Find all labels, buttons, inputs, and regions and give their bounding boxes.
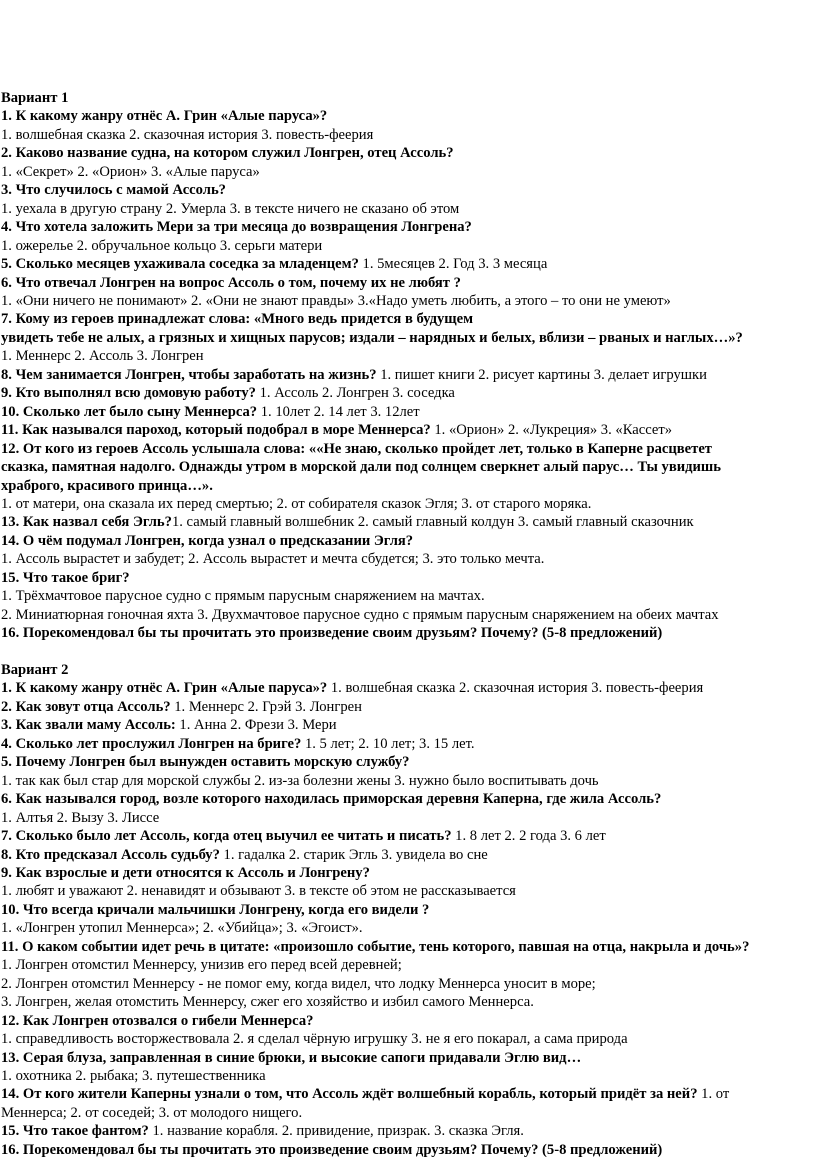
answer-options: 1. гадалка 2. старик Эгль 3. увидела во сне xyxy=(219,846,488,863)
question-text: сказка, памятная надолго. Однажды утром в морской дали под солнцем сверкнет алый парус… Ты увидишь xyxy=(1,459,721,476)
question-text: 3. Как звали маму Ассоль: xyxy=(1,717,176,734)
question-text: 5. Почему Лонгрен был вынужден оставить морскую службу? xyxy=(1,754,410,771)
variant1-line xyxy=(1,274,810,292)
variant2-line xyxy=(1,753,810,771)
answer-options: 1. волшебная сказка 2. сказочная история 3. повесть-феерия xyxy=(1,126,374,143)
variant1-line xyxy=(1,329,810,347)
question-text: 7. Сколько было лет Ассоль, когда отец выучил ее читать и писать? xyxy=(1,828,452,845)
answer-options: 1. Анна 2. Фрези 3. Мери xyxy=(175,717,337,734)
answer-options: 1. уехала в другую страну 2. Умерла 3. в тексте ничего не сказано об этом xyxy=(1,200,460,217)
variant1-line xyxy=(1,384,810,402)
question-text: 1. К какому жанру отнёс А. Грин «Алые паруса»? xyxy=(1,680,328,697)
question-text: 16. Порекомендовал бы ты прочитать это произведение своим друзьям? Почему? (5-8 предложений) xyxy=(1,625,663,642)
question-text: 12. Как Лонгрен отозвался о гибели Меннерса? xyxy=(1,1012,314,1029)
question-text: храброго, красивого принца…». xyxy=(1,477,213,494)
variant2-line xyxy=(1,1049,810,1067)
variant2-line xyxy=(1,698,810,716)
question-text: 2. Каково название судна, на котором служил Лонгрен, отец Ассоль? xyxy=(1,145,454,162)
variant1-line xyxy=(1,550,810,568)
variant1-line xyxy=(1,237,810,255)
variant1-line xyxy=(1,403,810,421)
question-text: 12. От кого из героев Ассоль услышала слова: ««Не знаю, сколько пройдет лет, только в Каперне расцветет xyxy=(1,440,712,457)
question-text: 14. О чём подумал Лонгрен, когда узнал о предсказании Эгля? xyxy=(1,532,414,549)
variant-1-questions xyxy=(1,107,810,642)
variant2-line xyxy=(1,901,810,919)
variant1-line xyxy=(1,126,810,144)
variant2-line xyxy=(1,1067,810,1085)
variant2-line xyxy=(1,919,810,937)
question-text: 6. Что отвечал Лонгрен на вопрос Ассоль о том, почему их не любят ? xyxy=(1,274,461,291)
variant2-line xyxy=(1,846,810,864)
variant1-line xyxy=(1,200,810,218)
variant1-line xyxy=(1,292,810,310)
variant1-line xyxy=(1,163,810,181)
answer-options: 1. название корабля. 2. привидение, призрак. 3. сказка Эгля. xyxy=(148,1123,524,1140)
answer-options: 1. Лонгрен отомстил Меннерсу, унизив его перед всей деревней; xyxy=(1,957,402,974)
variant2-line xyxy=(1,1104,810,1122)
answer-options: 1. самый главный волшебник 2. самый главный колдун 3. самый главный сказочник xyxy=(171,514,694,531)
answer-options: 1. Меннерс 2. Грэй 3. Лонгрен xyxy=(170,698,362,715)
variant-2-heading: Вариант 2 xyxy=(1,662,69,679)
variant2-line xyxy=(1,956,810,974)
variant2-line xyxy=(1,993,810,1011)
variant1-line xyxy=(1,532,810,550)
question-text: 15. Что такое фантом? xyxy=(1,1123,149,1140)
question-text: 8. Чем занимается Лонгрен, чтобы заработать на жизнь? xyxy=(1,366,377,383)
variant2-line xyxy=(1,882,810,900)
variant1-line xyxy=(1,624,810,642)
answer-options: 1. 5месяцев 2. Год 3. 3 месяца xyxy=(358,256,548,273)
variant2-line xyxy=(1,1085,810,1103)
variant2-line xyxy=(1,716,810,734)
answer-options: 1. Ассоль вырастет и забудет; 2. Ассоль вырастет и мечта сбудется; 3. это только мечта. xyxy=(1,551,545,568)
question-text: 6. Как назывался город, возле которого находилась приморская деревня Каперна, где жила Ассоль? xyxy=(1,791,662,808)
answer-options: 2. Миниатюрная гоночная яхта 3. Двухмачтовое парусное судно с прямым парусным снаряжением на обеих мачтах xyxy=(1,606,719,623)
answer-options: 1. 5 лет; 2. 10 лет; 3. 15 лет. xyxy=(301,735,475,752)
answer-options: 1. справедливость восторжествовала 2. я сделал чёрную игрушку 3. не я его покарал, а сама природа xyxy=(1,1031,628,1048)
variant1-line xyxy=(1,144,810,162)
variant2-line xyxy=(1,679,810,697)
question-text: 11. О каком событии идет речь в цитате: «произошло событие, тень которого, павшая на отца, накрыла и дочь»? xyxy=(1,938,750,955)
answer-options: 1. любят и уважают 2. ненавидят и обзывают 3. в тексте об этом не рассказывается xyxy=(1,883,516,900)
question-text: 8. Кто предсказал Ассоль судьбу? xyxy=(1,846,220,863)
answer-options: 3. Лонгрен, желая отомстить Меннерсу, сжег его хозяйство и избил самого Меннерса. xyxy=(1,994,534,1011)
variant1-line xyxy=(1,181,810,199)
variant2-line xyxy=(1,809,810,827)
variant2-line xyxy=(1,1030,810,1048)
answer-options: 1. так как был стар для морской службы 2. из-за болезни жены 3. нужно было воспитывать дочь xyxy=(1,772,599,789)
question-text: 2. Как зовут отца Ассоль? xyxy=(1,698,171,715)
answer-options: 2. Лонгрен отомстил Меннерсу - не помог ему, когда видел, что лодку Меннерса уносит в море; xyxy=(1,975,596,992)
question-text: 7. Кому из героев принадлежат слова: «Много ведь придется в будущем xyxy=(1,311,474,328)
answer-options: 1. «Орион» 2. «Лукреция» 3. «Кассет» xyxy=(430,422,672,439)
question-text: 10. Сколько лет было сыну Меннерса? xyxy=(1,403,258,420)
variant1-line xyxy=(1,477,810,495)
variant-1-heading: Вариант 1 xyxy=(1,90,69,106)
answer-options: 1. Алтья 2. Вызу 3. Лиссе xyxy=(1,809,160,826)
question-text: 9. Как взрослые и дети относятся к Ассоль и Лонгрену? xyxy=(1,865,370,882)
question-text: 10. Что всегда кричали мальчишки Лонгрену, когда его видели ? xyxy=(1,901,430,918)
variant-2-questions xyxy=(1,679,810,1159)
variant1-line xyxy=(1,255,810,273)
variant1-line xyxy=(1,458,810,476)
question-text: увидеть тебе не алых, а грязных и хищных парусов; издали – нарядных и белых, вблизи – рваных и наглых…»? xyxy=(1,329,743,346)
variant2-line xyxy=(1,1141,810,1159)
answer-options: 1. Ассоль 2. Лонгрен 3. соседка xyxy=(255,385,455,402)
answer-options: 1. ожерелье 2. обручальное кольцо 3. серьги матери xyxy=(1,237,323,254)
variant1-line xyxy=(1,310,810,328)
variant1-line xyxy=(1,495,810,513)
question-text: 1. К какому жанру отнёс А. Грин «Алые паруса»? xyxy=(1,108,328,125)
variant1-line xyxy=(1,569,810,587)
answer-options: 1. «Они ничего не понимают» 2. «Они не знают правды» 3.«Надо уметь любить, а этого – то они не умеют» xyxy=(1,292,671,309)
question-text: 13. Как назвал себя Эгль? xyxy=(1,514,172,531)
answer-options: 1. охотника 2. рыбака; 3. путешественника xyxy=(1,1068,266,1084)
answer-options: 1. волшебная сказка 2. сказочная история 3. повесть-феерия xyxy=(327,680,704,697)
section-gap xyxy=(1,643,810,661)
variant1-line xyxy=(1,587,810,605)
answer-options: 1. «Секрет» 2. «Орион» 3. «Алые паруса» xyxy=(1,163,260,180)
question-text: 11. Как назывался пароход, который подобрал в море Меннерса? xyxy=(1,422,431,439)
variant2-line xyxy=(1,772,810,790)
variant2-line xyxy=(1,938,810,956)
answer-options: 1. Меннерс 2. Ассоль 3. Лонгрен xyxy=(1,348,204,365)
variant2-line xyxy=(1,735,810,753)
question-text: 9. Кто выполнял всю домовую работу? xyxy=(1,385,256,402)
variant2-line xyxy=(1,1122,810,1140)
question-text: 16. Порекомендовал бы ты прочитать это произведение своим друзьям? Почему? (5-8 предложений) xyxy=(1,1141,663,1158)
answer-options: 1. Трёхмачтовое парусное судно с прямым парусным снаряжением на мачтах. xyxy=(1,588,485,605)
variant1-line xyxy=(1,366,810,384)
variant1-line xyxy=(1,606,810,624)
variant2-line xyxy=(1,864,810,882)
answer-options: 1. от xyxy=(697,1086,730,1103)
variant1-line xyxy=(1,347,810,365)
answer-options: 1. 10лет 2. 14 лет 3. 12лет xyxy=(257,403,420,420)
question-text: 4. Что хотела заложить Мери за три месяца до возвращения Лонгрена? xyxy=(1,219,472,236)
answer-options: 1. пишет книги 2. рисует картины 3. делает игрушки xyxy=(376,366,707,383)
answer-options: Меннерса; 2. от соседей; 3. от молодого нищего. xyxy=(1,1104,303,1121)
answer-options: 1. 8 лет 2. 2 года 3. 6 лет xyxy=(451,828,606,845)
question-text: 14. От кого жители Каперны узнали о том, что Ассоль ждёт волшебный корабль, который придёт за ней? xyxy=(1,1086,698,1103)
answer-options: 1. от матери, она сказала их перед смертью; 2. от собирателя сказок Эгля; 3. от старого моряка. xyxy=(1,495,592,512)
variant1-line xyxy=(1,218,810,236)
variant2-line xyxy=(1,790,810,808)
variant1-line xyxy=(1,421,810,439)
question-text: 5. Сколько месяцев ухаживала соседка за младенцем? xyxy=(1,256,359,273)
question-text: 13. Серая блуза, заправленная в синие брюки, и высокие сапоги придавали Эглю вид… xyxy=(1,1049,582,1066)
question-text: 4. Сколько лет прослужил Лонгрен на бриге? xyxy=(1,735,302,752)
question-text: 15. Что такое бриг? xyxy=(1,569,130,586)
variant1-line xyxy=(1,440,810,458)
answer-options: 1. «Лонгрен утопил Меннерса»; 2. «Убийца»; 3. «Эгоист». xyxy=(1,920,363,937)
variant2-line xyxy=(1,1012,810,1030)
variant2-line xyxy=(1,827,810,845)
variant1-line xyxy=(1,513,810,531)
variant1-line xyxy=(1,107,810,125)
variant2-line xyxy=(1,975,810,993)
question-text: 3. Что случилось с мамой Ассоль? xyxy=(1,182,226,199)
